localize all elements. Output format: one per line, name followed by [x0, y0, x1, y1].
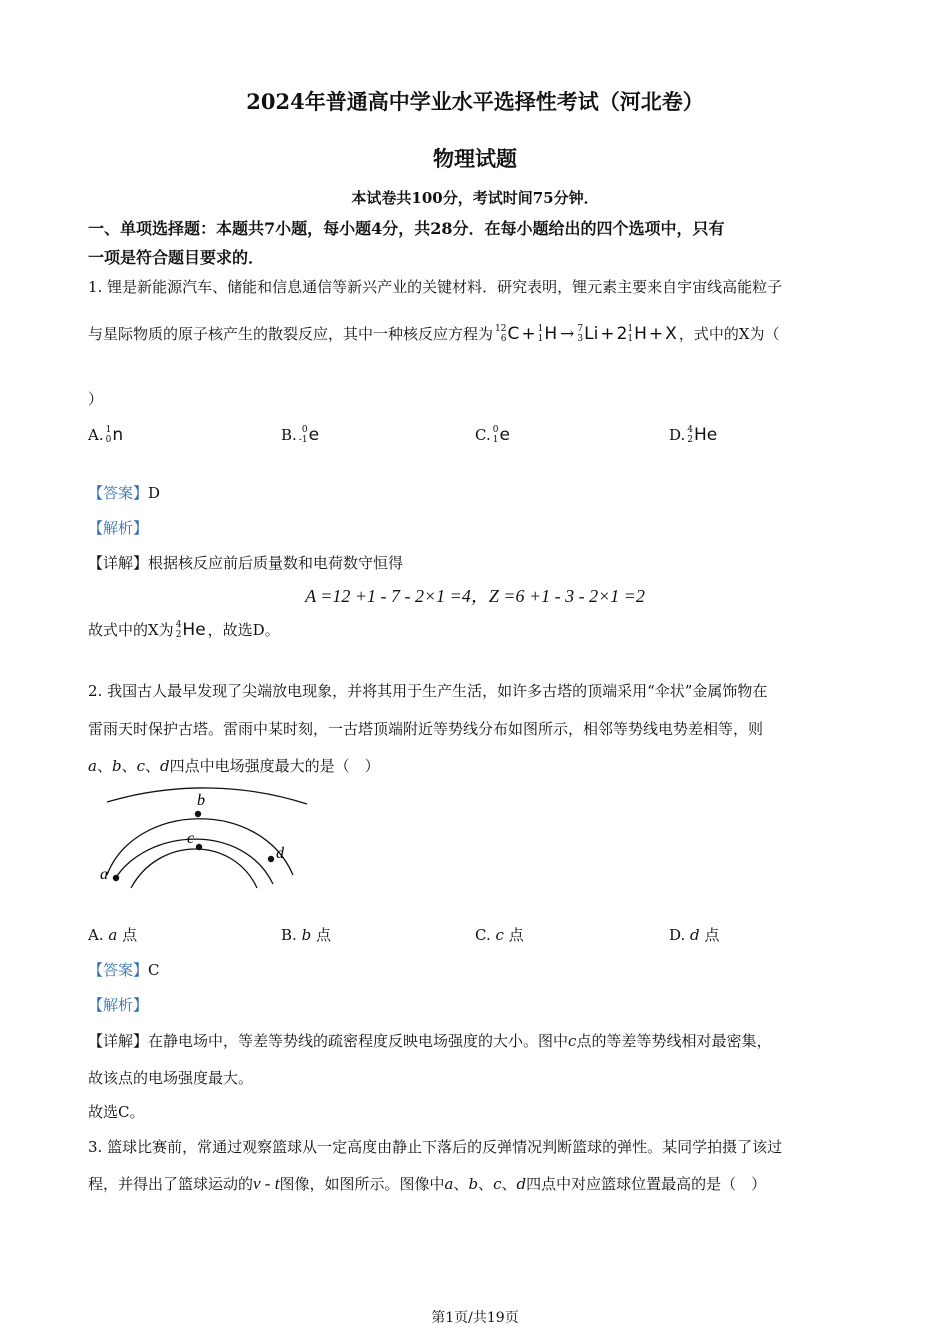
detail-tag: 【详解】 — [88, 554, 149, 572]
answer-value: C — [148, 961, 160, 979]
q1-text-line2-post: ，式中的X为（ — [678, 325, 780, 343]
point-c — [196, 844, 202, 850]
answer-tag: 【答案】 — [88, 961, 149, 979]
answer-tag: 【答案】 — [88, 484, 149, 502]
q1-analysis-tag: 【解析】 — [88, 519, 149, 537]
vt-math: v - t — [253, 1174, 280, 1193]
nuclide-li: 7 3 Li — [577, 324, 599, 344]
q1-text-line2-pre: 与星际物质的原子核产生的散裂反应，其中一种核反应方程为 — [88, 325, 494, 343]
q1-text-line2 — [88, 324, 780, 344]
q1-detail: 【详解】根据核反应前后质量数和电荷数守恒得 — [88, 554, 404, 572]
point-a — [113, 875, 119, 881]
detail-tag: 【详解】 — [88, 1032, 149, 1050]
q2-option-c[interactable]: C. c 点 — [475, 926, 524, 944]
label-d: d — [276, 845, 284, 862]
section-heading-line1: 一、单项选择题：本题共7小题，每小题4分，共28分．在每小题给出的四个选项中，只有 — [88, 219, 725, 238]
unknown-x: X — [665, 324, 677, 344]
q2-analysis-tag: 【解析】 — [88, 996, 149, 1014]
q2-text-line2: 雷雨天时保护古塔。雷雨中某时刻，一古塔顶端附近等势线分布如图所示，相邻等势线电势差相等，则 — [88, 720, 764, 738]
q1-conclusion: 故式中的X为 4 2 He ，故选D。 — [88, 620, 280, 640]
q1-option-d[interactable]: D. 4 2 He — [669, 425, 718, 445]
q2-option-b[interactable]: B. b 点 — [281, 926, 331, 944]
q3-text-line1: 3. 篮球比赛前，常通过观察篮球从一定高度由静止下落后的反弹情况判断篮球的弹性。某同学拍摄了该过 — [88, 1138, 783, 1156]
page-title: 2024年普通高中学业水平选择性考试（河北卷） — [246, 89, 704, 114]
equipotential-line-4 — [131, 849, 257, 888]
reaction-arrow: → — [560, 324, 575, 344]
point-d — [268, 856, 274, 862]
q1-answer — [88, 482, 160, 503]
nuclide-h1: 1 1 H — [537, 324, 558, 344]
equipotential-figure — [95, 780, 315, 900]
q2-text-line3: a、b、c、d四点中电场强度最大的是（ ） — [88, 757, 380, 775]
coefficient: 2 — [616, 324, 628, 344]
page-footer: 第1页/共19页 — [431, 1310, 519, 1326]
q1-option-a[interactable]: A. 1 0 n — [88, 425, 124, 445]
section-heading-line2: 一项是符合题目要求的． — [88, 248, 265, 267]
q2-detail: 【详解】在静电场中，等差等势线的疏密程度反映电场强度的大小。图中c点的等差等势线相对最密集， — [88, 1032, 772, 1050]
label-a: a — [100, 866, 108, 883]
q2-conclusion: 故选C。 — [88, 1103, 145, 1121]
q2-detail-line2: 故该点的电场强度最大。 — [88, 1069, 254, 1087]
q2-option-d[interactable]: D. d 点 — [669, 926, 720, 944]
q1-option-c[interactable]: C. 0 1 e — [475, 425, 510, 445]
q2-answer — [88, 959, 160, 980]
q1-text-line3: ） — [88, 390, 104, 408]
label-b: b — [197, 792, 205, 809]
point-b — [195, 811, 201, 817]
nuclide-c: 12 6 C — [495, 324, 520, 344]
q1-text-line1: 1. 锂是新能源汽车、储能和信息通信等新兴产业的关键材料．研究表明，锂元素主要来自宇宙线高能粒子 — [88, 278, 783, 296]
q2-option-a[interactable]: A. a 点 — [88, 926, 138, 944]
exam-info: 本试卷共100分，考试时间75分钟． — [351, 189, 599, 207]
equipotential-line-outer — [107, 788, 307, 804]
q1-equation: 12 6 C + 1 1 H → 7 3 Li + 2 1 1 H + X — [495, 324, 677, 344]
q3-text-line2: 程，并得出了篮球运动的v - t图像，如图所示。图像中a、b、c、d四点中对应篮球位置最高的是（ ） — [88, 1174, 767, 1193]
q1-option-b[interactable]: B. 0 -1 e — [281, 425, 320, 445]
page-subtitle: 物理试题 — [433, 146, 517, 171]
answer-value: D — [148, 484, 161, 502]
label-c: c — [187, 830, 195, 847]
nuclide-h2: 1 1 H — [627, 324, 647, 344]
q2-text-line1: 2. 我国古人最早发现了尖端放电现象，并将其用于生产生活，如许多古塔的顶端采用“伞状”金属饰物在 — [88, 682, 768, 700]
q1-formula: A =12 +1 - 7 - 2×1 =4，Z =6 +1 - 3 - 2×1 =2 — [305, 586, 645, 606]
